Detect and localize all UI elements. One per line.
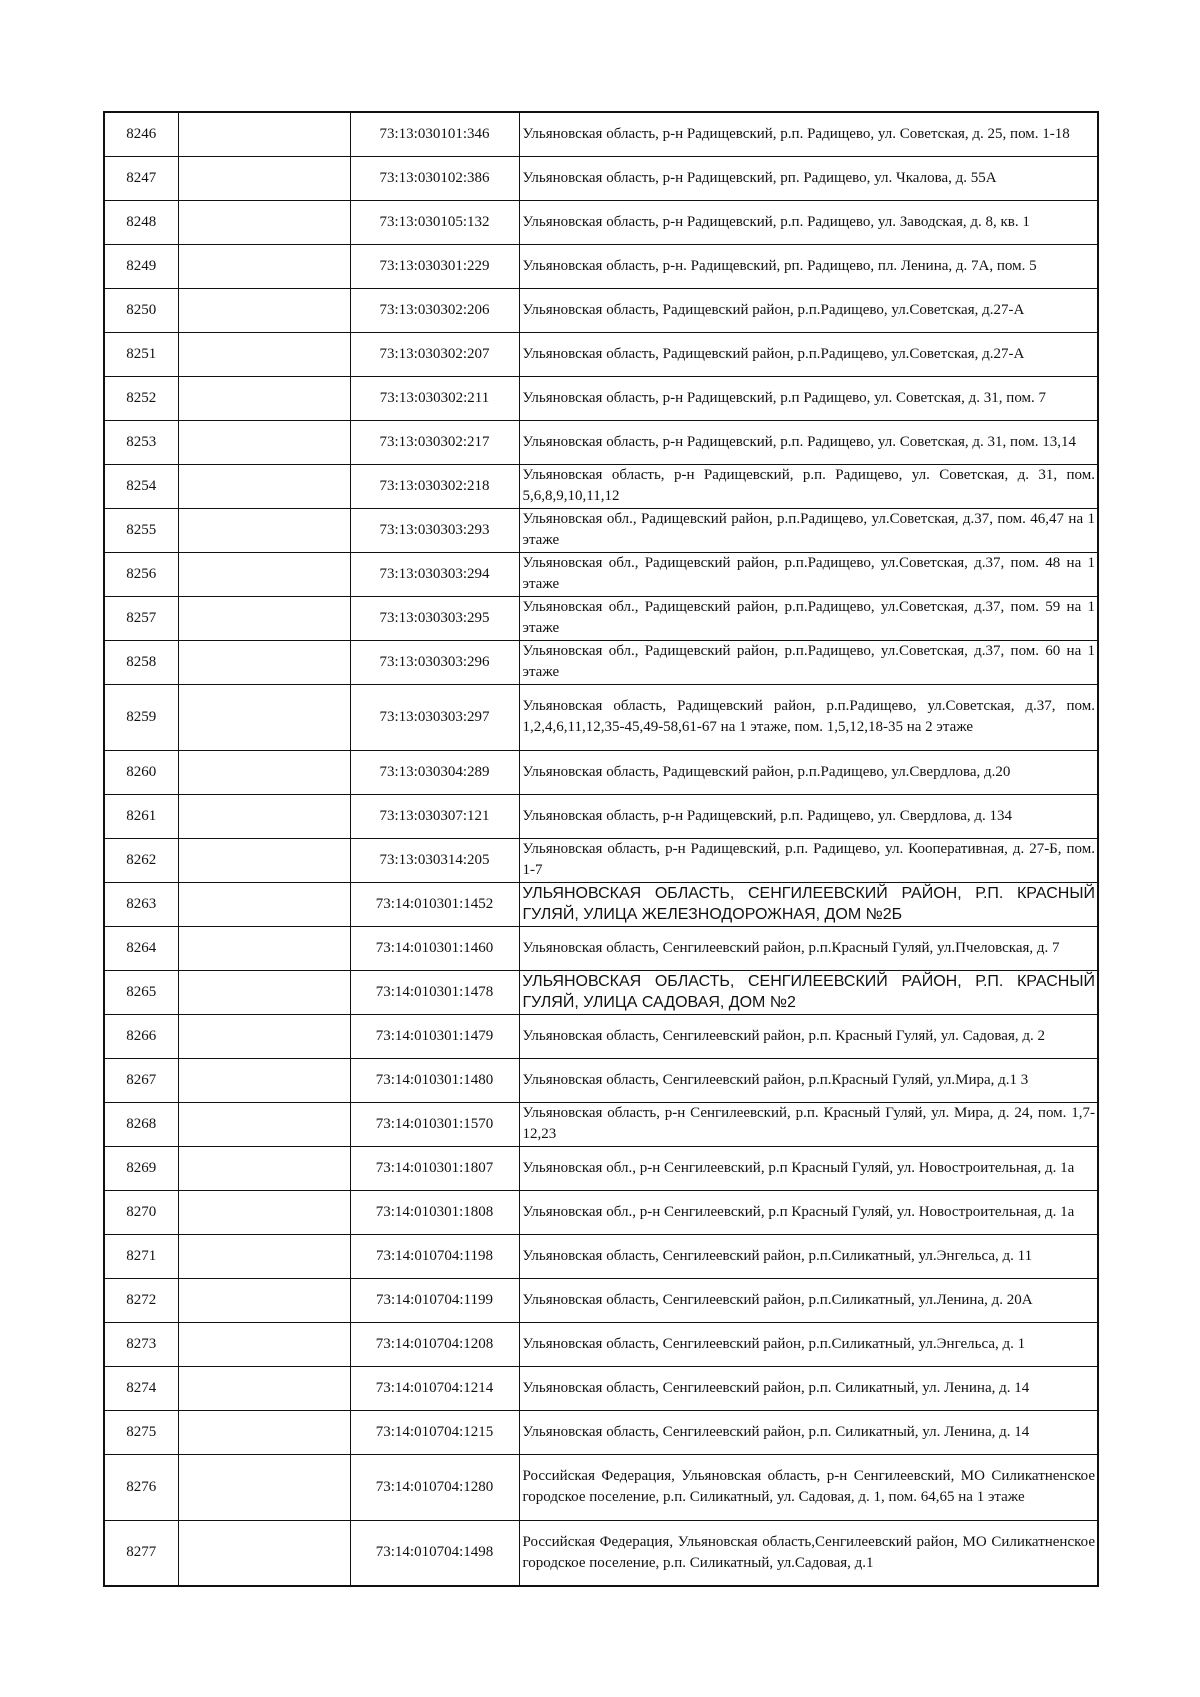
- empty-cell: [178, 464, 350, 508]
- address-cell: Ульяновская область, р-н Радищевский, р.п Радищево, ул. Советская, д. 31, пом. 7: [519, 376, 1098, 420]
- address-cell: Ульяновская обл., Радищевский район, р.п.Радищево, ул.Советская, д.37, пом. 60 на 1 этаже: [519, 640, 1098, 684]
- table-row: [104, 1322, 1098, 1366]
- address-cell: Ульяновская область, р-н Радищевский, р.п. Радищево, ул. Советская, д. 25, пом. 1-18: [519, 112, 1098, 156]
- table-row: [104, 926, 1098, 970]
- row-number-cell: 8249: [104, 244, 178, 288]
- address-cell: Ульяновская область, р-н Радищевский, р.п. Радищево, ул. Заводская, д. 8, кв. 1: [519, 200, 1098, 244]
- cadastral-number-cell: 73:13:030302:211: [350, 376, 519, 420]
- table-row: [104, 288, 1098, 332]
- row-number-cell: 8246: [104, 112, 178, 156]
- address-cell: УЛЬЯНОВСКАЯ ОБЛАСТЬ, СЕНГИЛЕЕВСКИЙ РАЙОН, Р.П. КРАСНЫЙ ГУЛЯЙ, УЛИЦА ЖЕЛЕЗНОДОРОЖНАЯ, ДОМ №2Б: [519, 882, 1098, 926]
- cadastral-number-cell: 73:13:030302:206: [350, 288, 519, 332]
- address-cell: Ульяновская обл., р-н Сенгилеевский, р.п Красный Гуляй, ул. Новостроительная, д. 1а: [519, 1190, 1098, 1234]
- row-number-cell: 8252: [104, 376, 178, 420]
- table-row: [104, 332, 1098, 376]
- empty-cell: [178, 970, 350, 1014]
- address-cell: Российская Федерация, Ульяновская область, р-н Сенгилеевский, МО Силикатненское городское поселение, р.п. Силикатный, ул. Садовая, д. 1, пом. 64,65 на 1 этаже: [519, 1454, 1098, 1520]
- row-number-cell: 8253: [104, 420, 178, 464]
- row-number-cell: 8251: [104, 332, 178, 376]
- cadastral-number-cell: 73:13:030101:346: [350, 112, 519, 156]
- address-cell: Ульяновская область, Сенгилеевский район, р.п.Силикатный, ул.Ленина, д. 20А: [519, 1278, 1098, 1322]
- table-row: [104, 112, 1098, 156]
- address-cell: Ульяновская область, Сенгилеевский район, р.п.Силикатный, ул.Энгельса, д. 11: [519, 1234, 1098, 1278]
- cadastral-number-cell: 73:14:010704:1198: [350, 1234, 519, 1278]
- row-number-cell: 8261: [104, 794, 178, 838]
- row-number-cell: 8277: [104, 1520, 178, 1586]
- row-number-cell: 8250: [104, 288, 178, 332]
- address-cell: Ульяновская область, Сенгилеевский район, р.п.Красный Гуляй, ул.Мира, д.1 3: [519, 1058, 1098, 1102]
- table-row: [104, 420, 1098, 464]
- empty-cell: [178, 376, 350, 420]
- table-row: [104, 464, 1098, 508]
- cadastral-number-cell: 73:14:010301:1460: [350, 926, 519, 970]
- address-cell: Ульяновская обл., Радищевский район, р.п.Радищево, ул.Советская, д.37, пом. 46,47 на 1 этаже: [519, 508, 1098, 552]
- address-cell: Ульяновская область, Радищевский район, р.п.Радищево, ул.Советская, д.27-А: [519, 288, 1098, 332]
- address-cell: Ульяновская область, р-н Радищевский, р.п. Радищево, ул. Советская, д. 31, пом. 13,14: [519, 420, 1098, 464]
- row-number-cell: 8248: [104, 200, 178, 244]
- table-row: [104, 1410, 1098, 1454]
- table-row: [104, 1278, 1098, 1322]
- cadastral-number-cell: 73:13:030105:132: [350, 200, 519, 244]
- row-number-cell: 8247: [104, 156, 178, 200]
- table-row: [104, 508, 1098, 552]
- cadastral-number-cell: 73:14:010704:1498: [350, 1520, 519, 1586]
- row-number-cell: 8259: [104, 684, 178, 750]
- address-cell: Ульяновская область, р-н Сенгилеевский, р.п. Красный Гуляй, ул. Мира, д. 24, пом. 1,7-12,23: [519, 1102, 1098, 1146]
- table-row: [104, 1454, 1098, 1520]
- row-number-cell: 8265: [104, 970, 178, 1014]
- cadastral-number-cell: 73:13:030304:289: [350, 750, 519, 794]
- empty-cell: [178, 1366, 350, 1410]
- row-number-cell: 8272: [104, 1278, 178, 1322]
- empty-cell: [178, 1278, 350, 1322]
- address-cell: Ульяновская обл., Радищевский район, р.п.Радищево, ул.Советская, д.37, пом. 48 на 1 этаже: [519, 552, 1098, 596]
- table-row: [104, 838, 1098, 882]
- cadastral-number-cell: 73:14:010704:1214: [350, 1366, 519, 1410]
- row-number-cell: 8270: [104, 1190, 178, 1234]
- table-row: [104, 1366, 1098, 1410]
- cadastral-number-cell: 73:13:030102:386: [350, 156, 519, 200]
- empty-cell: [178, 288, 350, 332]
- table-row: [104, 684, 1098, 750]
- table-row: [104, 244, 1098, 288]
- empty-cell: [178, 926, 350, 970]
- table-row: [104, 970, 1098, 1014]
- cadastral-number-cell: 73:13:030302:207: [350, 332, 519, 376]
- address-cell: Ульяновская область, Радищевский район, р.п.Радищево, ул.Советская, д.27-А: [519, 332, 1098, 376]
- table-row: [104, 200, 1098, 244]
- cadastral-number-cell: 73:14:010301:1807: [350, 1146, 519, 1190]
- table-row: [104, 1014, 1098, 1058]
- cadastral-number-cell: 73:13:030302:217: [350, 420, 519, 464]
- cadastral-number-cell: 73:13:030307:121: [350, 794, 519, 838]
- address-cell: Ульяновская область, р-н. Радищевский, рп. Радищево, пл. Ленина, д. 7А, пом. 5: [519, 244, 1098, 288]
- empty-cell: [178, 640, 350, 684]
- empty-cell: [178, 1410, 350, 1454]
- row-number-cell: 8257: [104, 596, 178, 640]
- empty-cell: [178, 1322, 350, 1366]
- cadastral-number-cell: 73:13:030302:218: [350, 464, 519, 508]
- cadastral-number-cell: 73:13:030303:293: [350, 508, 519, 552]
- cadastral-number-cell: 73:13:030303:294: [350, 552, 519, 596]
- cadastral-number-cell: 73:14:010704:1280: [350, 1454, 519, 1520]
- row-number-cell: 8254: [104, 464, 178, 508]
- row-number-cell: 8260: [104, 750, 178, 794]
- empty-cell: [178, 332, 350, 376]
- cadastral-number-cell: 73:14:010301:1808: [350, 1190, 519, 1234]
- empty-cell: [178, 838, 350, 882]
- empty-cell: [178, 1190, 350, 1234]
- registry-table-body: [104, 112, 1098, 1586]
- empty-cell: [178, 156, 350, 200]
- table-row: [104, 640, 1098, 684]
- address-cell: Ульяновская область, Сенгилеевский район, р.п. Силикатный, ул. Ленина, д. 14: [519, 1410, 1098, 1454]
- row-number-cell: 8269: [104, 1146, 178, 1190]
- cadastral-number-cell: 73:14:010704:1208: [350, 1322, 519, 1366]
- empty-cell: [178, 244, 350, 288]
- row-number-cell: 8276: [104, 1454, 178, 1520]
- empty-cell: [178, 596, 350, 640]
- empty-cell: [178, 112, 350, 156]
- cadastral-number-cell: 73:14:010704:1199: [350, 1278, 519, 1322]
- cadastral-number-cell: 73:14:010301:1452: [350, 882, 519, 926]
- address-cell: Ульяновская область, р-н Радищевский, р.п. Радищево, ул. Кооперативная, д. 27-Б, пом. 1-7: [519, 838, 1098, 882]
- cadastral-number-cell: 73:13:030303:296: [350, 640, 519, 684]
- cadastral-number-cell: 73:14:010301:1478: [350, 970, 519, 1014]
- table-row: [104, 1234, 1098, 1278]
- table-row: [104, 1520, 1098, 1586]
- empty-cell: [178, 1454, 350, 1520]
- empty-cell: [178, 1520, 350, 1586]
- empty-cell: [178, 552, 350, 596]
- address-cell: Ульяновская область, Сенгилеевский район, р.п.Силикатный, ул.Энгельса, д. 1: [519, 1322, 1098, 1366]
- address-cell: Ульяновская область, р-н Радищевский, р.п. Радищево, ул. Советская, д. 31, пом. 5,6,8,9,10,11,12: [519, 464, 1098, 508]
- row-number-cell: 8258: [104, 640, 178, 684]
- table-row: [104, 376, 1098, 420]
- row-number-cell: 8266: [104, 1014, 178, 1058]
- row-number-cell: 8268: [104, 1102, 178, 1146]
- row-number-cell: 8275: [104, 1410, 178, 1454]
- empty-cell: [178, 1058, 350, 1102]
- table-row: [104, 794, 1098, 838]
- cadastral-number-cell: 73:13:030303:295: [350, 596, 519, 640]
- table-row: [104, 1058, 1098, 1102]
- table-row: [104, 750, 1098, 794]
- cadastral-number-cell: 73:13:030303:297: [350, 684, 519, 750]
- empty-cell: [178, 1014, 350, 1058]
- empty-cell: [178, 420, 350, 464]
- empty-cell: [178, 750, 350, 794]
- cadastral-number-cell: 73:14:010704:1215: [350, 1410, 519, 1454]
- row-number-cell: 8267: [104, 1058, 178, 1102]
- address-cell: Ульяновская обл., р-н Сенгилеевский, р.п Красный Гуляй, ул. Новостроительная, д. 1а: [519, 1146, 1098, 1190]
- cadastral-number-cell: 73:13:030301:229: [350, 244, 519, 288]
- registry-table: [103, 111, 1099, 1587]
- cadastral-number-cell: 73:13:030314:205: [350, 838, 519, 882]
- row-number-cell: 8262: [104, 838, 178, 882]
- address-cell: Ульяновская область, Сенгилеевский район, р.п. Красный Гуляй, ул. Садовая, д. 2: [519, 1014, 1098, 1058]
- table-row: [104, 552, 1098, 596]
- table-row: [104, 882, 1098, 926]
- address-cell: Российская Федерация, Ульяновская область,Сенгилеевский район, МО Силикатненское городское поселение, р.п. Силикатный, ул.Садовая, д.1: [519, 1520, 1098, 1586]
- address-cell: Ульяновская область, Сенгилеевский район, р.п.Красный Гуляй, ул.Пчеловская, д. 7: [519, 926, 1098, 970]
- empty-cell: [178, 794, 350, 838]
- row-number-cell: 8264: [104, 926, 178, 970]
- cadastral-number-cell: 73:14:010301:1479: [350, 1014, 519, 1058]
- empty-cell: [178, 1102, 350, 1146]
- empty-cell: [178, 882, 350, 926]
- address-cell: Ульяновская область, Радищевский район, р.п.Радищево, ул.Советская, д.37, пом. 1,2,4,6,11,12,35-45,49-58,61-67 на 1 этаже, пом. 1,5,12,18-35 на 2 этаже: [519, 684, 1098, 750]
- row-number-cell: 8273: [104, 1322, 178, 1366]
- row-number-cell: 8255: [104, 508, 178, 552]
- address-cell: Ульяновская область, р-н Радищевский, рп. Радищево, ул. Чкалова, д. 55А: [519, 156, 1098, 200]
- row-number-cell: 8274: [104, 1366, 178, 1410]
- address-cell: Ульяновская обл., Радищевский район, р.п.Радищево, ул.Советская, д.37, пом. 59 на 1 этаже: [519, 596, 1098, 640]
- cadastral-number-cell: 73:14:010301:1480: [350, 1058, 519, 1102]
- table-row: [104, 1190, 1098, 1234]
- table-row: [104, 596, 1098, 640]
- row-number-cell: 8263: [104, 882, 178, 926]
- address-cell: Ульяновская область, р-н Радищевский, р.п. Радищево, ул. Свердлова, д. 134: [519, 794, 1098, 838]
- address-cell: Ульяновская область, Радищевский район, р.п.Радищево, ул.Свердлова, д.20: [519, 750, 1098, 794]
- cadastral-number-cell: 73:14:010301:1570: [350, 1102, 519, 1146]
- empty-cell: [178, 684, 350, 750]
- address-cell: УЛЬЯНОВСКАЯ ОБЛАСТЬ, СЕНГИЛЕЕВСКИЙ РАЙОН, Р.П. КРАСНЫЙ ГУЛЯЙ, УЛИЦА САДОВАЯ, ДОМ №2: [519, 970, 1098, 1014]
- table-row: [104, 156, 1098, 200]
- empty-cell: [178, 1146, 350, 1190]
- table-row: [104, 1102, 1098, 1146]
- row-number-cell: 8271: [104, 1234, 178, 1278]
- empty-cell: [178, 1234, 350, 1278]
- table-row: [104, 1146, 1098, 1190]
- row-number-cell: 8256: [104, 552, 178, 596]
- empty-cell: [178, 508, 350, 552]
- empty-cell: [178, 200, 350, 244]
- address-cell: Ульяновская область, Сенгилеевский район, р.п. Силикатный, ул. Ленина, д. 14: [519, 1366, 1098, 1410]
